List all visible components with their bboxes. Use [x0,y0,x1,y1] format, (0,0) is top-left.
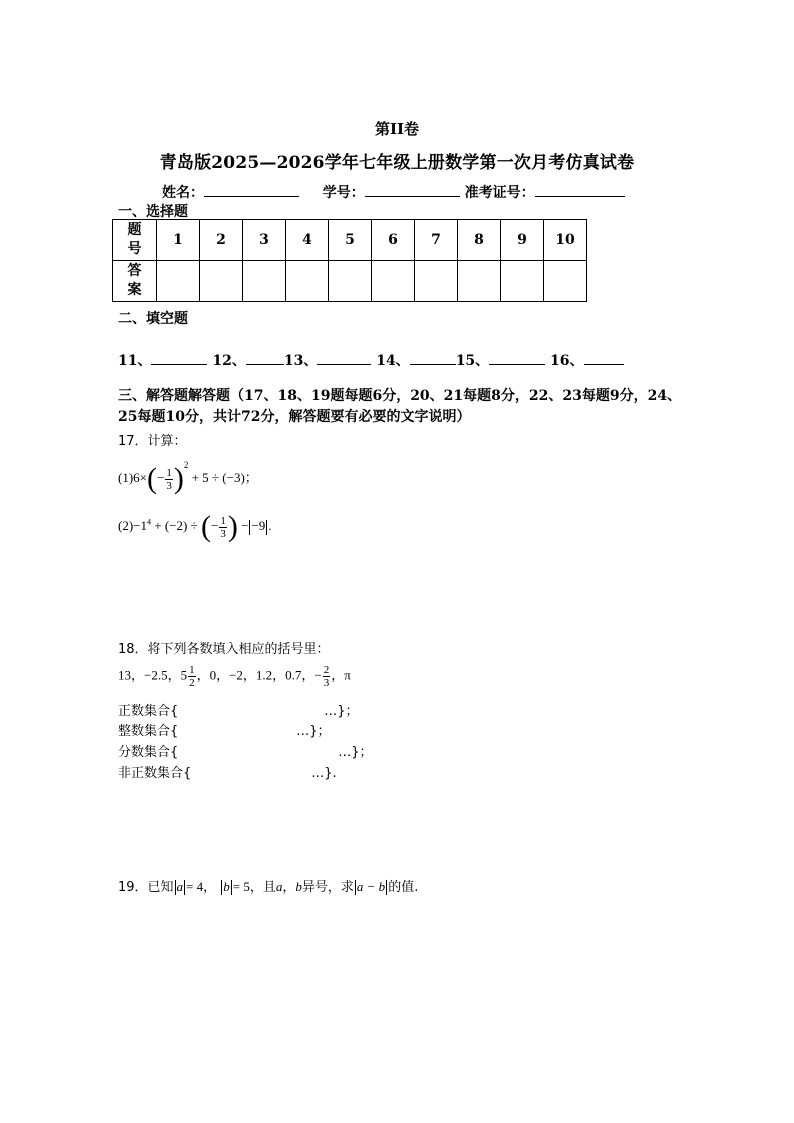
fraction-set-line [118,741,373,760]
fill-item-14: 14、 [376,353,410,369]
question-number-cell: 2 [200,220,243,261]
q17-p1-prefix: (1)6× [118,470,147,485]
eq-2: = 5，且 [232,879,276,894]
answer-cell[interactable] [200,261,243,302]
q18-title: 18．将下列各数填入相应的括号里： [118,642,330,657]
answer-cell[interactable] [458,261,501,302]
question-number-row [113,220,587,261]
mixed-fraction: $\frac{1}{2}$ [189,664,195,689]
abs-bar [184,880,185,895]
eq-1: = 4， [186,879,217,894]
answer-cell[interactable] [286,261,329,302]
fraction-set-label: 分数集合{ [118,745,179,760]
var-b: b [295,879,302,894]
question-number-cell: 1 [157,220,200,261]
student-no-label: 学号： [322,185,365,201]
answer-cell[interactable] [157,261,200,302]
answer-cell[interactable] [329,261,372,302]
fill-item-11: 11、 [118,353,152,369]
question-number-cell: 7 [415,220,458,261]
nonpositive-set-label: 非正数集合{ [118,766,192,781]
var-a: a [275,879,283,894]
var-b: b [223,879,230,894]
section1-heading: 一、选择题 [118,204,188,220]
integer-set-line [118,720,331,739]
fill-blank[interactable] [584,352,624,365]
abs-bar [355,880,356,895]
exponent: 2 [183,460,189,470]
q17-part2 [118,512,272,542]
minus-sign: − [157,470,165,485]
set-end: …}； [338,745,373,760]
fill-item-16: 16、 [550,353,584,369]
abs-bar [231,880,232,895]
name-label: 姓名： [162,185,204,201]
volume-label: 第II卷 [374,120,420,138]
fill-blank-row [118,350,624,370]
section3-heading: 三、解答题解答题（17、18、19题每题6分，20、21每题8分，22、23每题9分，24、25每题10分，共计72分，解答题要有必要的文字说明） [118,388,682,425]
exam-no-blank[interactable] [535,182,625,197]
student-no-blank[interactable] [365,182,460,197]
open-paren: ( [200,510,211,543]
question-number-cell: 8 [458,220,501,261]
fill-item-13: 13、 [283,353,318,369]
fill-blank[interactable] [489,352,545,365]
fraction: $\frac{1}{3}$ [166,466,172,492]
q19-mid: 异号，求 [301,880,354,895]
q17-p1-rest: + 5 ÷ (−3)； [191,470,258,485]
answer-table [112,219,587,302]
exponent: 4 [147,517,151,527]
fill-blank[interactable] [246,352,284,365]
number-list-a: 13，−2.5，5 [118,667,188,683]
fraction: $\frac{2}{3}$ [323,664,330,689]
set-end: …}； [296,724,331,739]
answer-cell[interactable] [415,261,458,302]
q19-prefix: 19．已知 [118,880,174,895]
set-end: …}. [311,766,337,781]
row-header-answer: 答 案 [113,261,157,302]
close-paren: ) [173,462,184,496]
exam-title: 青岛版2025—2026学年七年级上册数学第一次月考仿真试卷 [159,153,635,173]
var-a: a [176,879,184,894]
minus-sign: − [210,517,219,533]
q19-line [118,876,418,895]
q17-p2-mid: + (−2) ÷ [154,517,198,533]
student-info-row [162,182,625,202]
question-number-cell: 9 [501,220,544,261]
abs-bar [175,880,176,895]
positive-set-label: 正数集合{ [118,704,179,719]
section2-heading: 二、填空题 [118,311,188,327]
number-list-c: ，π [331,667,351,683]
fill-item-15: 15、 [455,353,490,369]
set-end: …}； [324,704,359,719]
q17-p2-prefix: (2)−1 [118,517,147,533]
exam-no-label: 准考证号： [464,185,535,201]
abs-expression: a − b [356,879,386,894]
nonpositive-set-line [118,762,337,781]
answer-cell[interactable] [544,261,587,302]
question-number-cell: 5 [329,220,372,261]
row-header-question: 题 号 [113,220,157,261]
fill-blank[interactable] [151,352,207,365]
integer-set-label: 整数集合{ [118,724,179,739]
question-number-cell: 3 [243,220,286,261]
fill-blank[interactable] [317,352,371,365]
question-number-cell: 4 [286,220,329,261]
name-blank[interactable] [204,182,299,197]
close-paren: ) [227,510,238,543]
q17-title: 17．计算： [118,434,187,449]
q18-numbers [118,664,351,689]
q19-end: 的值. [388,880,419,895]
question-number-cell: 6 [372,220,415,261]
open-paren: ( [147,462,157,496]
fraction: $\frac{1}{3}$ [220,514,226,540]
answer-row [113,261,587,302]
period: . [268,517,272,533]
positive-set-line [118,700,359,719]
minus-sign: − [241,517,249,533]
answer-cell[interactable] [372,261,415,302]
comma: ， [282,880,296,895]
answer-cell[interactable] [501,261,544,302]
number-list-b: ，0，−2，1.2，0.7，− [196,667,322,683]
fill-item-12: 12、 [212,353,246,369]
answer-cell[interactable] [243,261,286,302]
q17-part1 [118,460,258,494]
question-number-cell: 10 [544,220,587,261]
abs-content: −9 [251,517,266,533]
fill-blank[interactable] [410,352,456,365]
